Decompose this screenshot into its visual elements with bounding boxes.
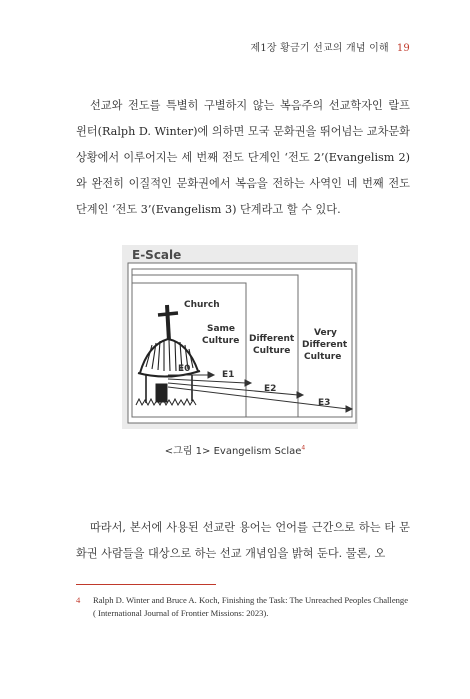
e0-label: E0 xyxy=(178,364,191,374)
body-paragraph-2: 따라서, 본서에 사용된 선교란 용어는 언어를 근간으로 하는 타 문화권 사람들을 대상으로 하는 선교 개념임을 밝혀 둔다. 물론, 오 xyxy=(76,521,410,560)
church-label: Church xyxy=(184,300,220,310)
footnote-number: 4 xyxy=(76,595,81,605)
footnote-text: Ralph D. Winter and Bruce A. Koch, Finishing the Task: The Unreached Peoples Challenge ( International Journal of Frontier Missions: 2023). xyxy=(93,595,409,618)
figure-caption xyxy=(0,442,470,457)
chapter-title: 제1장 황금기 선교의 개념 이해 xyxy=(250,43,389,54)
e-scale-diagram xyxy=(122,245,358,429)
different-culture-label-2: Culture xyxy=(253,346,291,356)
e3-label: E3 xyxy=(318,398,331,408)
same-culture-label-2: Culture xyxy=(202,336,240,346)
different-culture-label-1: Different xyxy=(249,334,295,344)
footnote xyxy=(76,594,412,620)
figure-title: E-Scale xyxy=(132,248,182,262)
caption-note-ref[interactable]: 4 xyxy=(301,444,306,452)
very-different-label-3: Culture xyxy=(304,352,342,362)
very-different-label-2: Different xyxy=(302,340,348,350)
e2-label: E2 xyxy=(264,384,277,394)
e1-label: E1 xyxy=(222,370,235,380)
very-different-label-1: Very xyxy=(314,328,337,338)
page-number: 19 xyxy=(396,43,410,54)
footnote-rule xyxy=(76,584,216,585)
e-scale-figure xyxy=(122,245,358,429)
caption-text: <그림 1> Evangelism Sclae xyxy=(164,446,302,457)
body-paragraph-1: 선교와 전도를 특별히 구별하지 않는 복음주의 선교학자인 랄프 윈터(Ralph D. Winter)에 의하면 모국 문화권을 뛰어넘는 교차문화 상황에서 이루어지는 세 번째 전도 단계인 ‘전도 2’(Evangelism 2)와 완전히 이질적인 문화권에서 복음을 전하는 사역인 네 번째 전도 단계인 ‘전도 3’(Evangelism 3) 단계라고 할 수 있다. xyxy=(76,99,410,216)
same-culture-label-1: Same xyxy=(207,324,236,334)
running-head xyxy=(250,39,410,54)
